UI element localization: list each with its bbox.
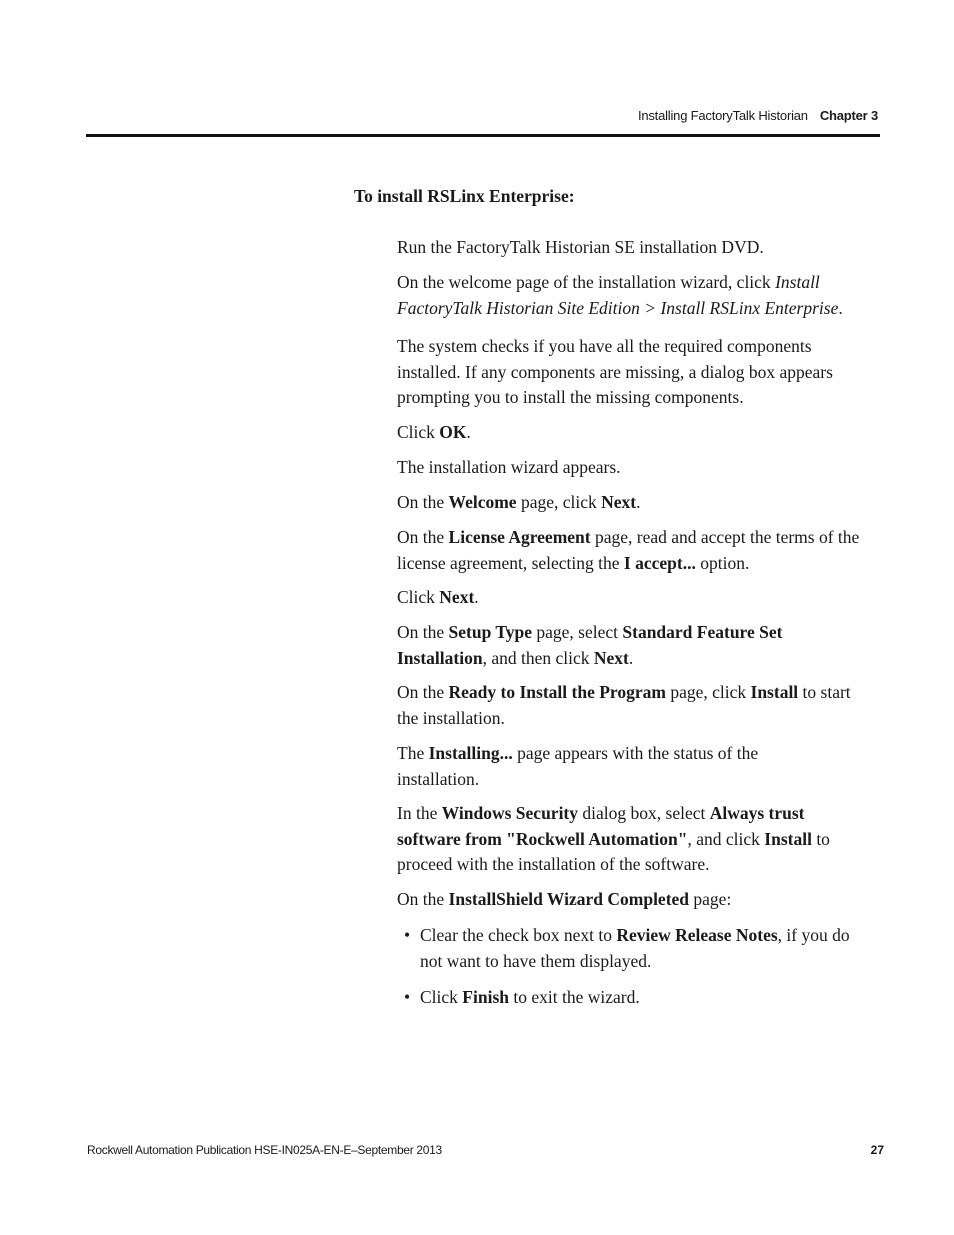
- menu-path: Install FactoryTalk Historian Site Edition > Install RSLinx Enterprise: [397, 272, 839, 318]
- step-2-text: On the welcome page of the installation wizard, click Install FactoryTalk Historian Site Edition > Install RSLinx Enterprise.: [397, 272, 843, 318]
- list-item: • Clear the check box next to Review Release Notes, if you do not want to have them displayed.: [404, 925, 850, 971]
- step-7-text: On the Setup Type page, select Standard Feature Set Installation, and then click Next.: [397, 622, 783, 668]
- step-8-note: The Installing... page appears with the status of the installation.: [397, 743, 759, 789]
- running-header: [638, 108, 878, 123]
- step-2-note: The system checks if you have all the required components installed. If any components are missing, a dialog box appears prompting you to install the missing components.: [397, 336, 833, 407]
- bullet-icon: •: [404, 987, 411, 1007]
- step-9-text: In the Windows Security dialog box, select Always trust software from "Rockwell Automation", and click Install to proceed with the installation of the software.: [397, 803, 830, 874]
- footer-publication: Rockwell Automation Publication HSE-IN025A-EN-E–September 2013: [87, 1143, 442, 1157]
- step-1-text: Run the FactoryTalk Historian SE installation DVD.: [397, 237, 764, 257]
- page-number: 27: [870, 1143, 884, 1157]
- step-8-text: On the Ready to Install the Program page, click Install to start the installation.: [397, 682, 851, 728]
- bullet-icon: •: [404, 925, 411, 945]
- step-4-text: On the Welcome page, click Next.: [397, 492, 641, 512]
- header-rule: [86, 134, 880, 137]
- step-5-text: On the License Agreement page, read and accept the terms of the license agreement, selecting the I accept... option.: [397, 527, 860, 573]
- header-chapter-label: Chapter 3: [819, 108, 878, 123]
- step-6-text: Click Next.: [397, 587, 479, 607]
- step-3-note: The installation wizard appears.: [397, 457, 621, 477]
- header-section-title: Installing FactoryTalk Historian: [637, 108, 808, 123]
- step-10-text: On the InstallShield Wizard Completed page:: [397, 889, 732, 909]
- list-item: • Click Finish to exit the wizard.: [404, 985, 874, 1011]
- step-3-text: Click OK.: [397, 422, 471, 442]
- procedure-title: To install RSLinx Enterprise:: [354, 186, 575, 206]
